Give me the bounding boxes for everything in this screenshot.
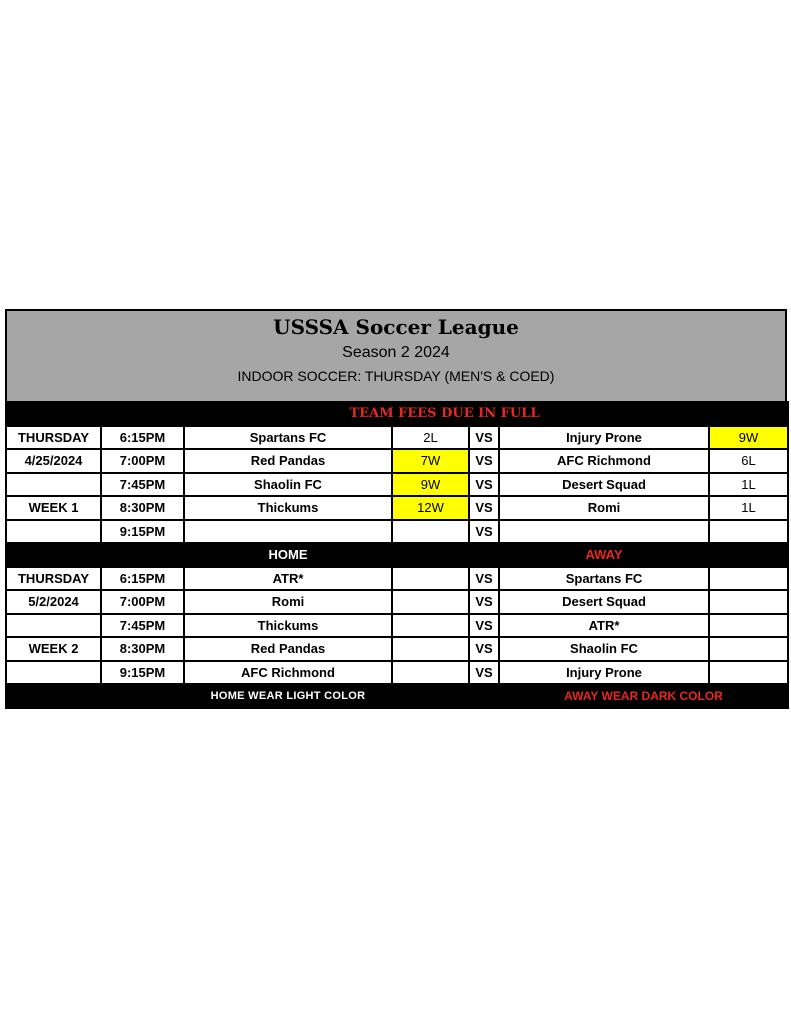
- week2-label: WEEK 2: [6, 637, 101, 661]
- home-label: HOME: [184, 543, 392, 567]
- home-record: [392, 590, 469, 614]
- week1-spacer: [6, 473, 101, 497]
- week2-spacer: [6, 614, 101, 638]
- table-row: [6, 520, 788, 544]
- away-team: Injury Prone: [499, 661, 709, 685]
- week2-spacer: [6, 661, 101, 685]
- vs-label: VS: [469, 473, 499, 497]
- game-time: 9:15PM: [101, 661, 184, 685]
- footer-blank: [392, 684, 469, 708]
- home-team: ATR*: [184, 567, 392, 591]
- table-row: [6, 614, 788, 638]
- home-team: Spartans FC: [184, 426, 392, 450]
- vs-label: VS: [469, 590, 499, 614]
- vs-label: VS: [469, 637, 499, 661]
- game-time: 6:15PM: [101, 426, 184, 450]
- table-row: [6, 449, 788, 473]
- table-row: [6, 567, 788, 591]
- away-record: [709, 614, 788, 638]
- home-team: Thickums: [184, 614, 392, 638]
- schedule-header: [5, 309, 787, 401]
- schedule-table: [5, 401, 789, 709]
- vs-label: VS: [469, 426, 499, 450]
- schedule-sheet: [5, 309, 787, 709]
- game-time: 7:00PM: [101, 449, 184, 473]
- home-record: 7W: [392, 449, 469, 473]
- week2-day: THURSDAY: [6, 567, 101, 591]
- away-record: 1L: [709, 496, 788, 520]
- home-team: [184, 520, 392, 544]
- separator-blank: [101, 543, 184, 567]
- away-record: 1L: [709, 473, 788, 497]
- vs-label: VS: [469, 567, 499, 591]
- fees-notice: TEAM FEES DUE IN FULL: [101, 402, 788, 426]
- footer-blank: [469, 684, 499, 708]
- game-time: 8:30PM: [101, 637, 184, 661]
- footer-blank: [101, 684, 184, 708]
- table-row: [6, 590, 788, 614]
- separator-blank: [392, 543, 469, 567]
- away-team: ATR*: [499, 614, 709, 638]
- table-row: [6, 473, 788, 497]
- home-away-separator: [6, 543, 788, 567]
- league-title: USSSA Soccer League: [273, 315, 519, 339]
- vs-label: VS: [469, 661, 499, 685]
- home-team: Romi: [184, 590, 392, 614]
- away-record: [709, 661, 788, 685]
- home-team: Thickums: [184, 496, 392, 520]
- vs-label: VS: [469, 614, 499, 638]
- away-label: AWAY: [499, 543, 709, 567]
- table-row: [6, 426, 788, 450]
- vs-label: VS: [469, 449, 499, 473]
- division-label: INDOOR SOCCER: THURSDAY (MEN'S & COED): [237, 368, 555, 384]
- away-team: Shaolin FC: [499, 637, 709, 661]
- season-label: Season 2 2024: [342, 344, 450, 361]
- away-team: AFC Richmond: [499, 449, 709, 473]
- away-record: [709, 520, 788, 544]
- home-record: 12W: [392, 496, 469, 520]
- home-wear-note: HOME WEAR LIGHT COLOR: [184, 684, 392, 708]
- away-record: [709, 567, 788, 591]
- away-record: [709, 590, 788, 614]
- footer-blank: [6, 684, 101, 708]
- game-time: 6:15PM: [101, 567, 184, 591]
- home-team: Red Pandas: [184, 637, 392, 661]
- separator-blank: [469, 543, 499, 567]
- home-team: Red Pandas: [184, 449, 392, 473]
- home-record: 2L: [392, 426, 469, 450]
- away-record: 6L: [709, 449, 788, 473]
- home-team: AFC Richmond: [184, 661, 392, 685]
- game-time: 7:45PM: [101, 473, 184, 497]
- away-team: Spartans FC: [499, 567, 709, 591]
- home-record: 9W: [392, 473, 469, 497]
- game-time: 9:15PM: [101, 520, 184, 544]
- away-record: 9W: [709, 426, 788, 450]
- home-record: [392, 661, 469, 685]
- wear-note-row: [6, 684, 788, 708]
- game-time: 7:00PM: [101, 590, 184, 614]
- week1-day: THURSDAY: [6, 426, 101, 450]
- away-team: Injury Prone: [499, 426, 709, 450]
- home-record: [392, 637, 469, 661]
- home-record: [392, 567, 469, 591]
- vs-label: VS: [469, 496, 499, 520]
- separator-blank: [6, 543, 101, 567]
- week1-date: 4/25/2024: [6, 449, 101, 473]
- away-team: [499, 520, 709, 544]
- away-team: Romi: [499, 496, 709, 520]
- fees-bar-left: [6, 402, 101, 426]
- away-team: Desert Squad: [499, 473, 709, 497]
- home-record: [392, 520, 469, 544]
- home-team: Shaolin FC: [184, 473, 392, 497]
- separator-blank: [709, 543, 788, 567]
- table-row: [6, 496, 788, 520]
- game-time: 8:30PM: [101, 496, 184, 520]
- week1-spacer: [6, 520, 101, 544]
- table-row: [6, 637, 788, 661]
- away-team: Desert Squad: [499, 590, 709, 614]
- table-row: [6, 661, 788, 685]
- week2-date: 5/2/2024: [6, 590, 101, 614]
- home-record: [392, 614, 469, 638]
- away-wear-note: AWAY WEAR DARK COLOR: [499, 684, 788, 708]
- game-time: 7:45PM: [101, 614, 184, 638]
- vs-label: VS: [469, 520, 499, 544]
- week1-label: WEEK 1: [6, 496, 101, 520]
- away-record: [709, 637, 788, 661]
- fees-row: [6, 402, 788, 426]
